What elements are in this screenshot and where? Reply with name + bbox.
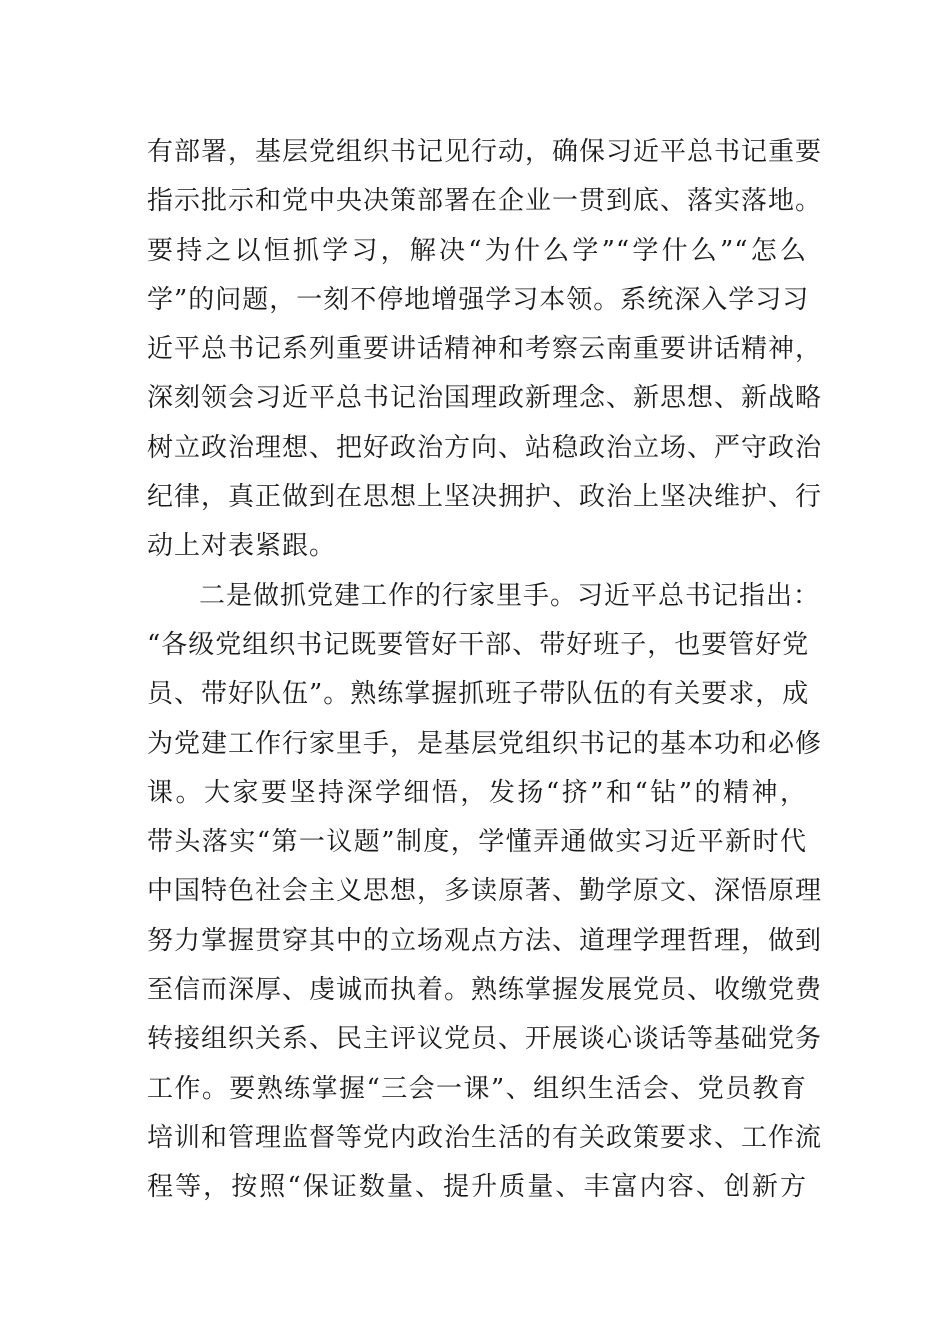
text-line: 学”的问题，一刻不停地增强学习本领。系统深入学习习 (147, 284, 810, 315)
text-line: 纪律，真正做到在思想上坚决拥护、政治上坚决维护、行 (147, 482, 823, 513)
text-line: 至信而深厚、虔诚而执着。熟练掌握发展党员、收缴党费 (147, 975, 823, 1006)
text-line: 有部署，基层党组织书记见行动，确保习近平总书记重要 (147, 137, 823, 167)
text-line: 员、带好队伍”。熟练掌握抓班子带队伍的有关要求，成 (147, 679, 810, 710)
text-line: 中国特色社会主义思想，多读原著、勤学原文、深悟原理 (147, 876, 823, 907)
text-line: 努力掌握贯穿其中的立场观点方法、道理学理哲理，做到 (147, 925, 823, 956)
text-line: 转接组织关系、民主评议党员、开展谈心谈话等基础党务 (147, 1024, 823, 1055)
text-line: 为党建工作行家里手，是基层党组织书记的基本功和必修 (147, 728, 823, 759)
text-line: 树立政治理想、把好政治方向、站稳政治立场、严守政治 (147, 432, 823, 463)
text-line: 要持之以恒抓学习，解决“为什么学”“学什么”“怎么 (147, 235, 807, 266)
text-line: 程等，按照“保证数量、提升质量、丰富内容、创新方 (147, 1172, 807, 1203)
body-text (147, 128, 823, 1213)
paragraph-start-line: 二是做抓党建工作的行家里手。习近平总书记指出： (199, 580, 821, 611)
text-line: 带头落实“第一议题”制度，学懂弄通做实习近平新时代 (147, 827, 807, 858)
text-line: 课。大家要坚持深学细悟，发扬“挤”和“钻”的精神， (147, 777, 807, 808)
text-line: 近平总书记系列重要讲话精神和考察云南重要讲话精神， (147, 334, 823, 365)
text-line: 深刻领会习近平总书记治国理政新理念、新思想、新战略 (147, 383, 823, 414)
text-line: 指示批示和党中央决策部署在企业一贯到底、落实落地。 (147, 186, 823, 217)
text-line: 工作。要熟练掌握“三会一课”、组织生活会、党员教育 (147, 1073, 807, 1104)
text-line: “各级党组织书记既要管好干部、带好班子，也要管好党 (147, 629, 810, 660)
text-line: 培训和管理监督等党内政治生活的有关政策要求、工作流 (147, 1122, 823, 1153)
text-line: 动上对表紧跟。 (147, 531, 337, 562)
